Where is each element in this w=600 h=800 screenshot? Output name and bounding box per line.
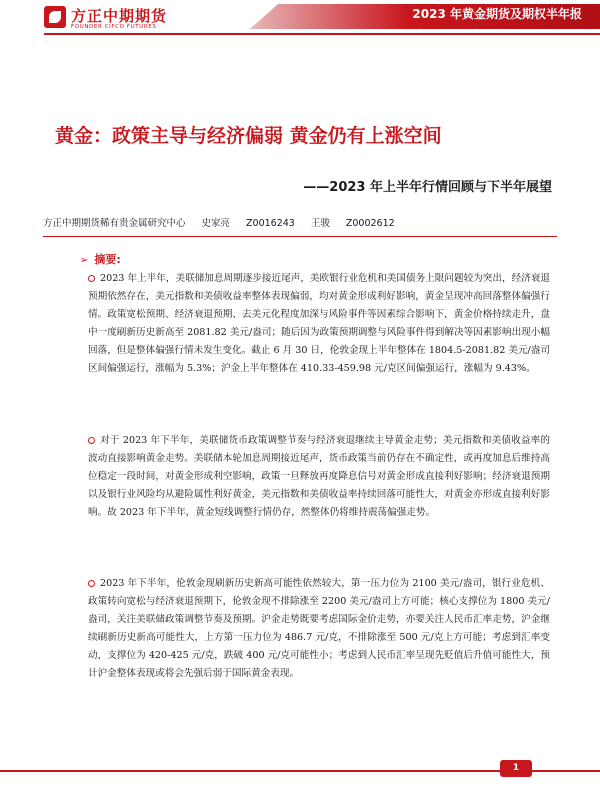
analyst-name: 史家亮 xyxy=(201,218,231,229)
analyst-license-id: Z0016243 xyxy=(246,218,295,229)
abstract-heading xyxy=(80,251,121,267)
page-number: 1 xyxy=(500,760,532,777)
paragraph-text: 对于 2023 年下半年，美联储货币政策调整节奏与经济衰退继续主导黄金走势；美元指数和美债收益率的波动直接影响黄金走势。美联储本轮加息周期接近尾声，货币政策当前仍存在不确定性，或再度加息后维持高位稳定一段时间，对黄金形成利空影响，政策一旦释放再度降息信号对黄金形成直接利好影响；经济衰退预期以及银行业风险均从避险属性利好黄金，美元指数和美债收益率持续回落可能性大，对黄金亦形成直接利好影响。故 2023 年下半年，黄金短线调整行情仍存，然整体仍将维持震荡偏强走势。 xyxy=(88,435,550,519)
arrow-right-icon: ➢ xyxy=(80,255,89,266)
header-divider xyxy=(44,33,600,35)
paragraph-text: 2023 年上半年，美联储加息周期逐步接近尾声，美欧银行业危机和美国债务上限问题较为突出，经济衰退预期依然存在，美元指数和美债收益率整体表现偏弱，均对黄金形成利好影响，黄金呈现冲高回落整体偏强行情。政策宽松预期、经济衰退预期、去美元化程度加深与风险事件等因素综合影响下，黄金价格持续走升，盘中一度刷新历史新高至 2081.82 美元/盎司；随后因为政策预期调整与风险事件得到解决等因素影响出现小幅回落，但是整体偏强行情未发生变化。截止 6 月 30 日，伦敦金现上半年整体在 1804.5-2081.82 美元/盎司区间偏强运行，涨幅为 5.3%；沪金上半年整体在 410.33-459.98 元/克区间偏强运行，涨幅为 9.43%。 xyxy=(88,273,550,375)
logo-chinese-name: 方正中期期货 xyxy=(71,7,168,25)
abstract-paragraph xyxy=(88,575,550,684)
report-name: 2023 年黄金期货及期权半年报 xyxy=(412,7,582,21)
author-divider xyxy=(43,236,557,237)
circle-bullet-icon xyxy=(88,275,95,282)
abstract-paragraph xyxy=(88,270,550,379)
analyst-name: 王骏 xyxy=(310,218,330,229)
paragraph-text: 2023 年下半年，伦敦金现刷新历史新高可能性依然较大，第一压力位为 2100 美元/盎司，银行业危机、政策转向宽松与经济衰退预期下，伦敦金现不排除涨至 2200 美元/盎司上方可能；核心支撑位为 1800 美元/盎司，关注美联储政策调整节奏及预期。沪金走势既要考虑国际金价走势，亦要关注人民币汇率走势，沪金继续刷新历史新高可能性大，上方第一压力位为 486.7 元/克，不排除涨至 500 元/克上方可能；考虑到汇率变动，支撑位为 420-425 元/克，跌破 400 元/克可能性小；考虑到人民币汇率呈现先贬值后升值可能性大，预计沪金整体表现或将会先强后弱于国际黄金表现。 xyxy=(88,578,550,680)
sub-title: ——2023 年上半年行情回顾与下半年展望 xyxy=(303,180,552,195)
page-header xyxy=(0,0,600,42)
author-line xyxy=(43,215,411,229)
research-center: 方正中期期货稀有贵金属研究中心 xyxy=(43,218,186,229)
logo-english-name: FOUNDER CIFCO FUTURES xyxy=(71,24,157,30)
abstract-paragraph xyxy=(88,432,550,522)
circle-bullet-icon xyxy=(88,580,95,587)
main-title: 黄金：政策主导与经济偏弱 黄金仍有上涨空间 xyxy=(55,125,442,147)
circle-bullet-icon xyxy=(88,437,95,444)
logo-mark-icon xyxy=(44,6,66,28)
analyst-license-id: Z0002612 xyxy=(345,218,395,229)
abstract-label: 摘要: xyxy=(94,253,121,266)
